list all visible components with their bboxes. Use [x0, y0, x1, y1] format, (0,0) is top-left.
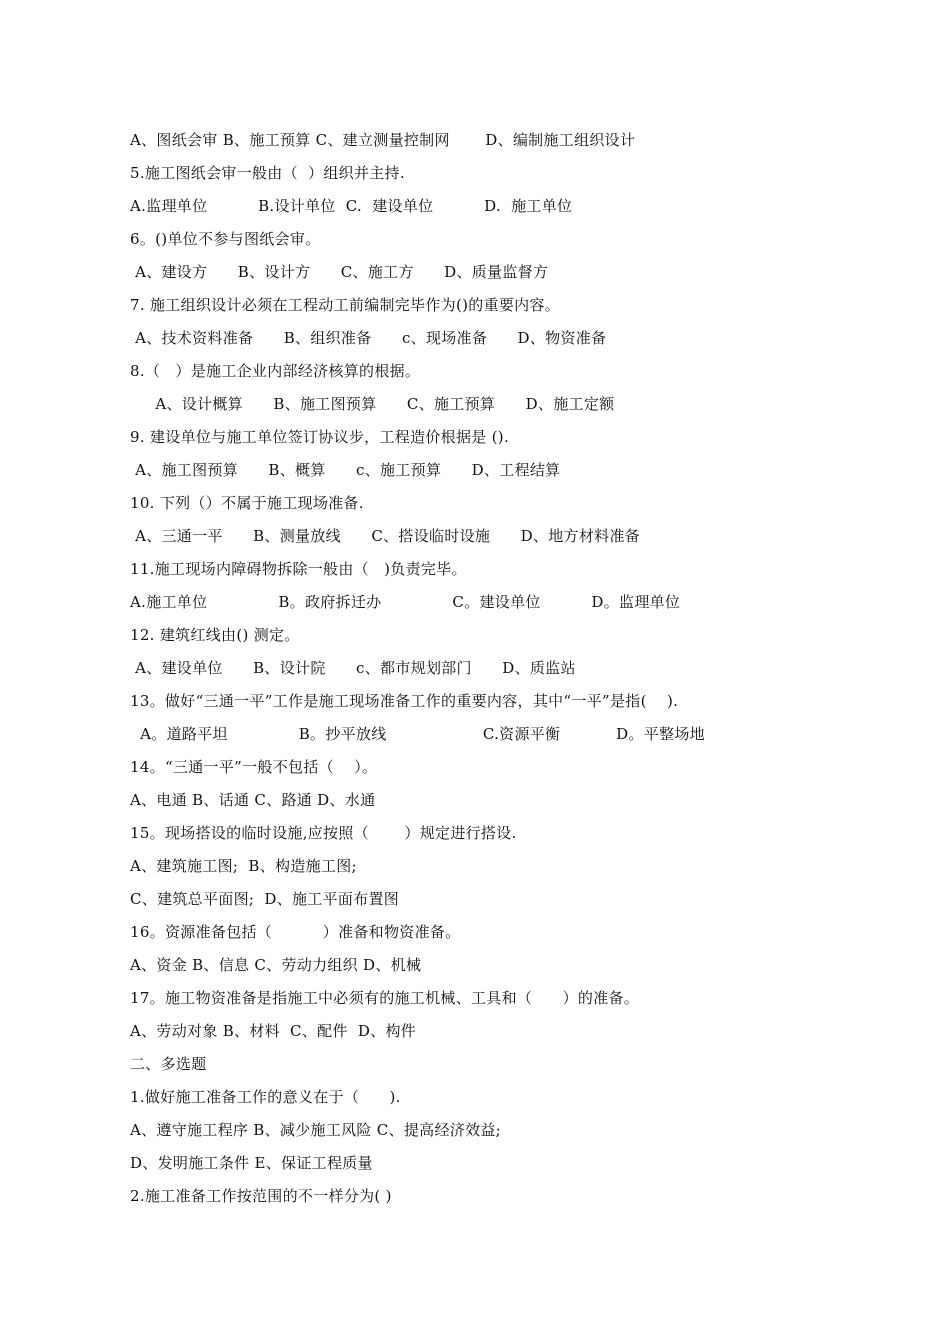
question-8: 8.（ ）是施工企业内部经济核算的根据。 [130, 362, 421, 380]
question-5: 5.施工图纸会审一般由（ ）组织并主持. [130, 164, 405, 182]
options-17: A、劳动对象 B、材料 C、配件 D、构件 [130, 1022, 417, 1040]
options-10: A、三通一平 B、测量放线 C、搭设临时设施 D、地方材料准备 [130, 527, 641, 545]
options-12: A、建设单位 B、设计院 c、都市规划部门 D、质监站 [130, 659, 576, 677]
text-line: A、图纸会审 B、施工预算 C、建立测量控制网 D、编制施工组织设计 [130, 131, 636, 149]
question-7: 7. 施工组织设计必须在工程动工前编制完毕作为()的重要内容。 [130, 296, 561, 314]
options-13: A。道路平坦 B。抄平放线 C.资源平衡 D。平整场地 [130, 725, 705, 743]
multi-question-1: 1.做好施工准备工作的意义在于（ ). [130, 1088, 401, 1106]
question-13: 13。做好“三通一平”工作是施工现场准备工作的重要内容，其中“一平”是指( ). [130, 692, 679, 710]
options-7: A、技术资料准备 B、组织准备 c、现场准备 D、物资准备 [130, 329, 607, 347]
question-16: 16。资源准备包括（ ）准备和物资准备。 [130, 923, 461, 941]
question-11: 11.施工现场内障碍物拆除一般由（ )负责完毕。 [130, 560, 467, 578]
options-15-a: A、建筑施工图; B、构造施工图; [130, 857, 357, 875]
options-16: A、资金 B、信息 C、劳动力组织 D、机械 [130, 956, 422, 974]
options-6: A、建设方 B、设计方 C、施工方 D、质量监督方 [130, 263, 549, 281]
question-10: 10. 下列（）不属于施工现场准备. [130, 494, 364, 512]
options-8: A、设计概算 B、施工图预算 C、施工预算 D、施工定额 [130, 395, 615, 413]
options-9: A、施工图预算 B、概算 c、施工预算 D、工程结算 [130, 461, 561, 479]
multi-question-2: 2.施工准备工作按范围的不一样分为( ) [130, 1187, 392, 1205]
question-6: 6。()单位不参与图纸会审。 [130, 230, 321, 248]
question-15: 15。现场搭设的临时设施,应按照（ ）规定进行搭设. [130, 824, 517, 842]
section-heading: 二、多选题 [130, 1055, 207, 1073]
options-15-b: C、建筑总平面图; D、施工平面布置图 [130, 890, 400, 908]
multi-options-1-b: D、发明施工条件 E、保证工程质量 [130, 1154, 373, 1172]
options-11: A.施工单位 B。政府拆迁办 C。建设单位 D。监理单位 [130, 593, 681, 611]
options-14: A、电通 B、话通 C、路通 D、水通 [130, 791, 376, 809]
question-17: 17。施工物资准备是指施工中必须有的施工机械、工具和（ ）的准备。 [130, 989, 640, 1007]
question-12: 12. 建筑红线由() 测定。 [130, 626, 300, 644]
question-9: 9. 建设单位与施工单位签订协议步，工程造价根据是 (). [130, 428, 510, 446]
options-5: A.监理单位 B.设计单位 C. 建设单位 D. 施工单位 [130, 197, 573, 215]
question-14: 14。“三通一平”一般不包括（ ）。 [130, 758, 378, 776]
multi-options-1-a: A、遵守施工程序 B、减少施工风险 C、提高经济效益; [130, 1121, 502, 1139]
